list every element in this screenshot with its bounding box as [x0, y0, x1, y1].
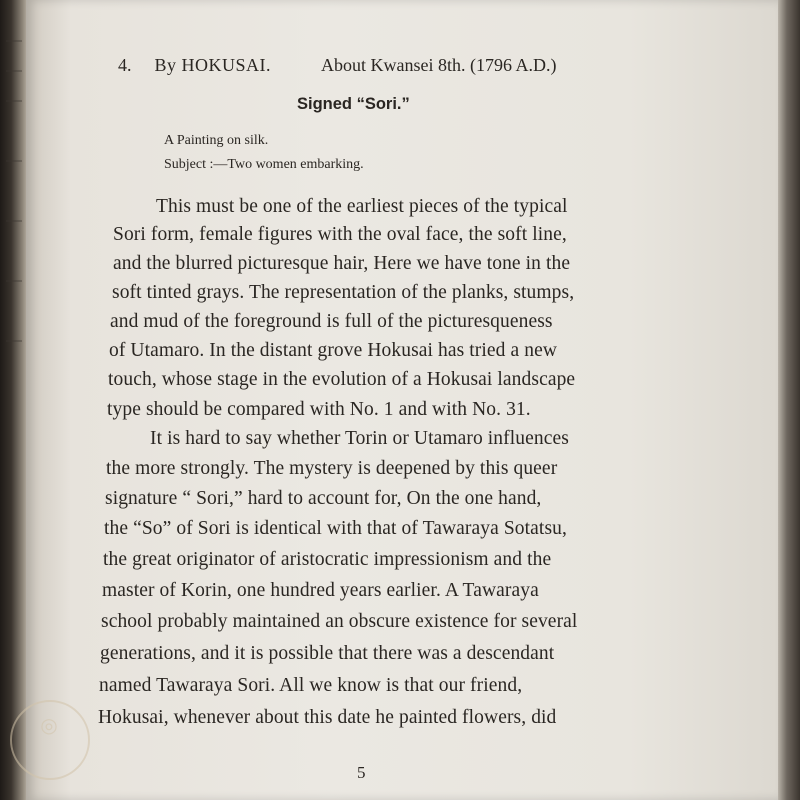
medium-line: A Painting on silk. [164, 133, 269, 148]
signature-subtitle: Signed “Sori.” [297, 95, 410, 113]
text-line: the great originator of aristocratic impressionism and the [103, 549, 552, 570]
text-line: touch, whose stage in the evolution of a Hokusai landscape [108, 369, 576, 390]
text-line: the “So” of Sori is identical with that of Tawaraya Sotatsu, [104, 518, 567, 539]
text-line: This must be one of the earliest pieces of the typical [156, 196, 568, 217]
page-right-edge [778, 0, 800, 800]
text-line: It is hard to say whether Torin or Utamaro influences [150, 428, 569, 449]
text-line: Sori form, female figures with the oval face, the soft line, [113, 224, 567, 245]
text-line: generations, and it is possible that there was a descendant [100, 643, 555, 664]
page-number: 5 [357, 763, 366, 782]
text-line: Hokusai, whenever about this date he painted flowers, did [98, 707, 557, 728]
text-line: of Utamaro. In the distant grove Hokusai has tried a new [109, 340, 558, 361]
text-line: soft tinted grays. The representation of the planks, stumps, [112, 282, 575, 303]
text-line: the more strongly. The mystery is deepened by this queer [106, 458, 558, 479]
text-line: and mud of the foreground is full of the picturesqueness [110, 311, 553, 332]
entry-number: 4. [118, 55, 132, 75]
book-spine-edge [0, 0, 28, 800]
text-line: and the blurred picturesque hair, Here we have tone in the [113, 253, 571, 274]
entry-date: About Kwansei 8th. (1796 A.D.) [321, 55, 557, 75]
text-line: named Tawaraya Sori. All we know is that our friend, [99, 675, 523, 696]
entry-header [118, 55, 557, 76]
entry-author: By HOKUSAI. [154, 55, 272, 75]
watermark-seal: ◎ [10, 700, 90, 780]
text-line: signature “ Sori,” hard to account for, On the one hand, [105, 488, 542, 509]
text-line: master of Korin, one hundred years earlier. A Tawaraya [102, 580, 539, 601]
subject-line: Subject :—Two women embarking. [164, 157, 364, 172]
text-line: school probably maintained an obscure existence for several [101, 611, 578, 632]
text-line: type should be compared with No. 1 and with No. 31. [107, 399, 531, 420]
